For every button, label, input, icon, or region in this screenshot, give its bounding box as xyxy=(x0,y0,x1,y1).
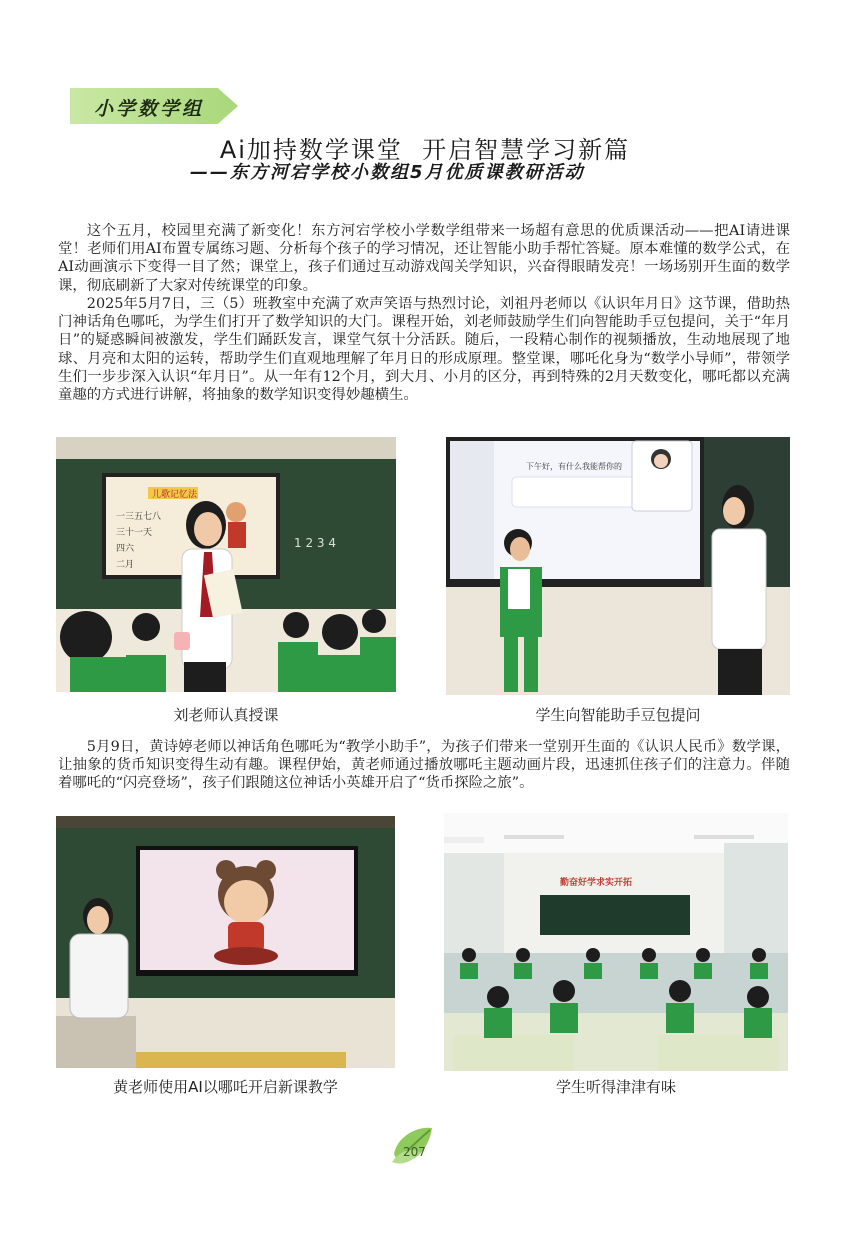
photo-student-asking xyxy=(446,437,790,695)
paragraph-lesson-2: 5月9日，黄诗婷老师以神话角色哪吒为“教学小助手”，为孩子们带来一堂别开生面的《认识人民币》数学课，让抽象的货币知识变得生动有趣。课程伊始，黄老师通过播放哪吒主题动画片段，迅速抓住孩子们的注意力。伴随着哪吒的“闪亮登场”，孩子们跟随这位神话小英雄开启了“货币探险之旅”。 xyxy=(58,739,790,792)
paragraph-lesson-1: 2025年5月7日，三（5）班教室中充满了欢声笑语与热烈讨论，刘祖丹老师以《认识年月日》这节课，借助热门神话角色哪吒，为学生们打开了数学知识的大门。课程开始，刘老师鼓励学生们向智能助手豆包提问，关于“年月日”的疑惑瞬间被激发，学生们踊跃发言，课堂气氛十分活跃。随后，一段精心制作的视频播放，生动地展现了地球、月亮和太阳的运转，帮助学生们直观地理解了年月日的形成原理。整堂课，哪吒化身为“数学小导师”，带领学生们一步步深入认识“年月日”。从一年有12个月，到大月、小月的区分，再到特殊的2月天数变化，哪吒都以充满童趣的方式进行讲解，将抽象的数学知识变得妙趣横生。 xyxy=(58,296,790,404)
caption-photo-3: 黄老师使用AI以哪吒开启新课教学 xyxy=(113,1078,338,1096)
classroom-banner: 勤奋好学求实开拓 xyxy=(560,878,633,888)
caption-photo-4: 学生听得津津有味 xyxy=(555,1078,676,1096)
screen-line: 三十一天 xyxy=(116,528,153,538)
screen-line: 四六 xyxy=(116,544,135,554)
paragraph-intro: 这个五月，校园里充满了新变化！东方河宕学校小学数学组带来一场超有意思的优质课活动——把AI请进课堂！老师们用AI布置专属练习题、分析每个孩子的学习情况，还让智能小助手帮忙答疑。原本难懂的数学公式，在AI动画演示下变得一目了然；课堂上，孩子们通过互动游戏闯关学知识，兴奋得眼睛发亮！一场场别开生面的数学课，彻底刷新了大家对传统课堂的印象。 xyxy=(58,223,790,294)
board-digits: 1 2 3 4 xyxy=(294,536,336,550)
page-subtitle: ——东方河宕学校小数组5月优质课教研活动 xyxy=(190,162,585,183)
screen-greeting: 下午好，有什么我能帮你的 xyxy=(526,462,622,471)
photo-teacher-liu xyxy=(56,437,396,692)
screen-line: 二月 xyxy=(116,560,135,570)
caption-photo-2: 学生向智能助手豆包提问 xyxy=(535,706,701,724)
screen-title: 儿歌记忆法 xyxy=(152,490,198,500)
photo-classroom xyxy=(444,813,788,1071)
page-number: 207 xyxy=(403,1145,426,1159)
screen-line: 一三五七八 xyxy=(116,512,162,522)
caption-photo-1: 刘老师认真授课 xyxy=(173,706,279,724)
photo-teacher-huang xyxy=(56,816,395,1068)
page-title: Ai加持数学课堂 开启智慧学习新篇 xyxy=(219,136,631,164)
section-tag: 小学数学组 xyxy=(94,98,205,120)
